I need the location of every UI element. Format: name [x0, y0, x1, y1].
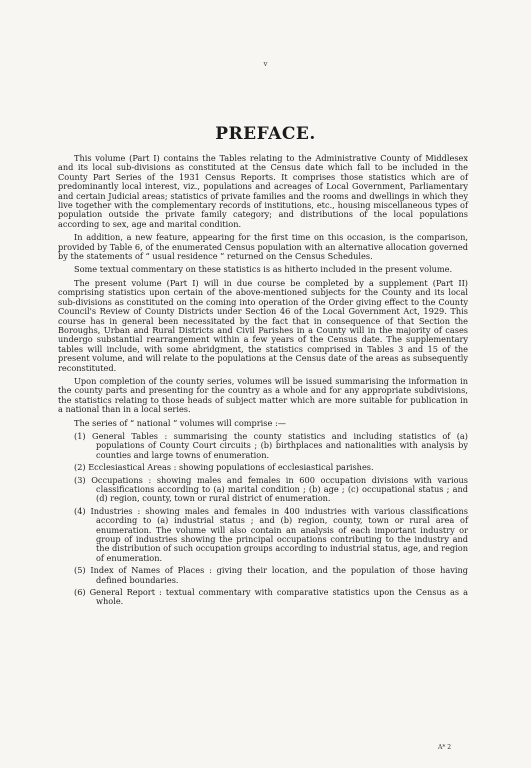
- paragraph: Upon completion of the county series, volumes will be issued summarising the information in the county parts and presenting for the country as a whole and for any appropriate subdivisions, the statistics relating to those heads of subject matter which are more suitable for publication in a national than in a local series.: [58, 375, 468, 415]
- volume-list: [58, 432, 468, 607]
- series-intro: The series of “ national ” volumes will comprise :—: [74, 417, 286, 428]
- page-title: PREFACE.: [215, 124, 316, 144]
- preface-body: [58, 154, 468, 610]
- paragraph: Some textual commentary on these statistics is as hitherto included in the present volume.: [74, 264, 453, 275]
- paragraph: The present volume (Part I) will in due course be completed by a supplement (Part II) comprising statistics upon certain of the above-mentioned subjects for the County and its local sub-divisions as constituted on the coming into operation of the Order giving effect to the County Council's Review of County Districts under Section 46 of the Local Government Act, 1929. This course has in general been necessitated by the fact that in consequence of that Section the Boroughs, Urban and Rural Districts and Civil Parishes in a County will in the majority of cases undergo substantial rearrangement within a few years of the Census date. The supplementary tables will include, with some abridgment, the statistics comprised in Tables 3 and 15 of the present volume, and will relate to the populations at the Census date of the areas as subsequently reconstituted.: [58, 277, 468, 373]
- list-item: (6) General Report : textual commentary with comparative statistics upon the Census as a whole.: [74, 587, 468, 607]
- list-item: (1) General Tables : summarising the county statistics and including statistics of (a) populations of County Court circuits ; (b) birthplaces and nationalities with analysis by counties and large towns of enumeration.: [74, 430, 468, 460]
- list-item: (5) Index of Names of Places : giving their location, and the population of those having defined boundaries.: [74, 565, 468, 585]
- page-number: v: [263, 60, 268, 68]
- paragraph: This volume (Part I) contains the Tables relating to the Administrative County of Middlesex and its local sub-divisions as constituted at the Census date which fall to be included in the County Part Series of the 1931 Census Reports. It comprises those statistics which are of predominantly local interest, viz., populations and acreages of Local Government, Parliamentary and certain Judicial areas; statistics of private families and the rooms and dwellings in which they live together with the complementary records of institutions, etc., housing miscellaneous types of population outside the private family category; and distributions of the local populations according to sex, age and marital condition.: [58, 153, 468, 229]
- list-item: (3) Occupations : showing males and females in 600 occupation divisions with various classifications according to (a) marital condition ; (b) age ; (c) occupational status ; and (d) region, county, town or rural district of enumeration.: [74, 474, 468, 504]
- paragraph: In addition, a new feature, appearing for the first time on this occasion, is the comparison, provided by Table 6, of the enumerated Census population with an alternative allocation governed by the statements of “ usual residence ” returned on the Census Schedules.: [58, 232, 468, 262]
- list-item: (2) Ecclesiastical Areas : showing populations of ecclesiastical parishes.: [74, 462, 374, 473]
- list-item: (4) Industries : showing males and females in 400 industries with various classifications according to (a) industrial status ; and (b) region, county, town or rural area of enumeration. The volume will also contain an analysis of each important industry or group of industries showing the principal occupations contributing to the industry and the distribution of such occupation groups according to industrial status, age, and region of enumeration.: [74, 505, 468, 563]
- signature-mark: A* 2: [438, 744, 452, 751]
